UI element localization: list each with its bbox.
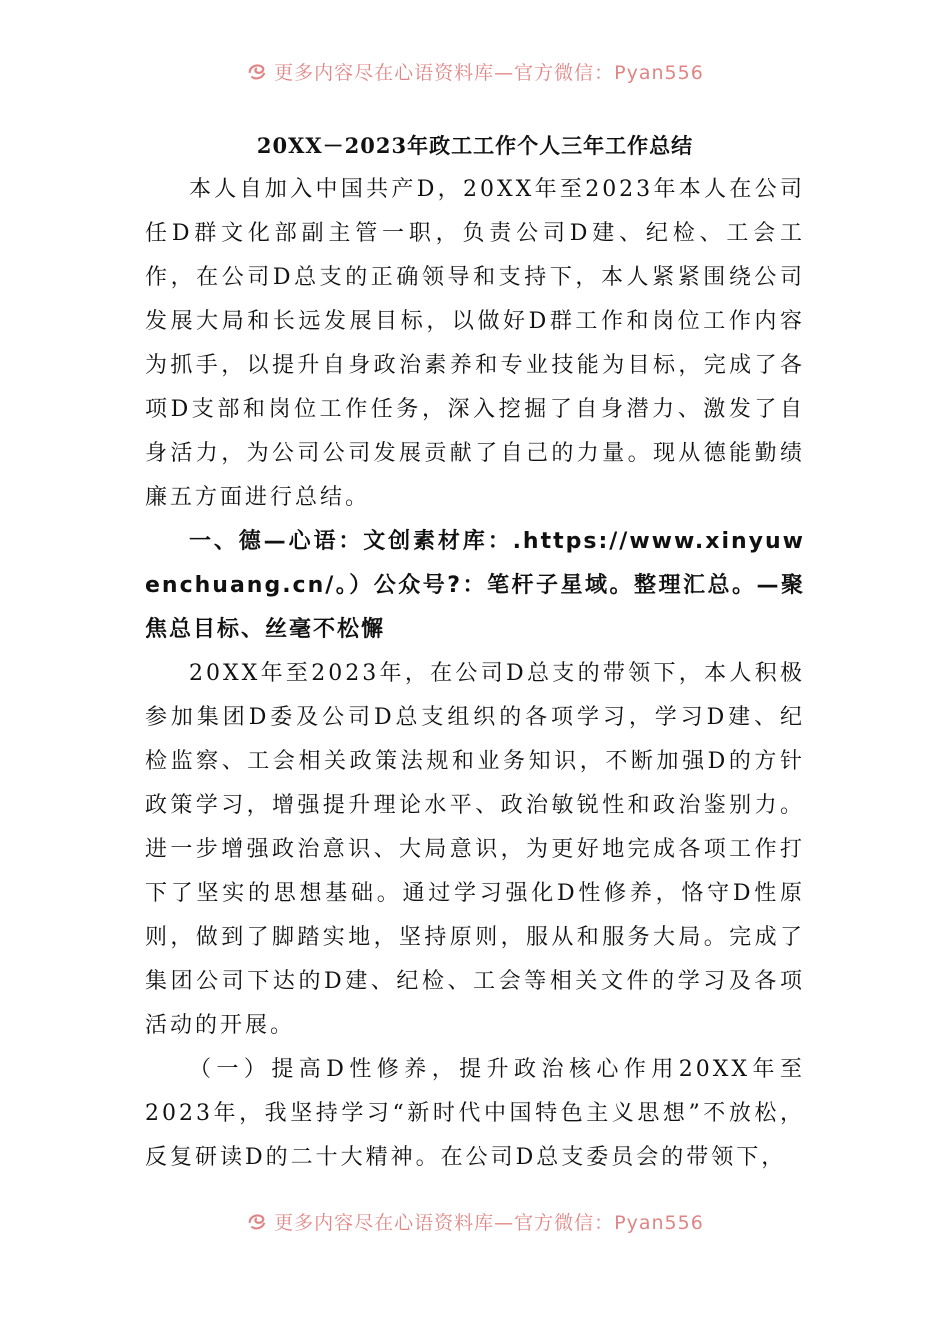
document-page	[145, 124, 805, 1180]
intro-paragraph: 本人自加入中国共产D，20XX年至2023年本人在公司任D群文化部副主管一职，负责公司D建、纪检、工会工作，在公司D总支的正确领导和支持下，本人紧紧围绕公司发展大局和长远发展目标，以做好D群工作和岗位工作内容为抓手，以提升自身政治素养和专业技能为目标，完成了各项D支部和岗位工作任务，深入挖掘了自身潜力、激发了自身活力，为公司公司发展贡献了自己的力量。现从德能勤绩廉五方面进行总结。	[145, 177, 805, 510]
logo-icon	[246, 60, 268, 82]
watermark-bottom	[0, 1208, 950, 1234]
watermark-text: 更多内容尽在心语资料库—官方微信：Pyan556	[274, 61, 704, 84]
logo-icon	[246, 1210, 268, 1232]
section-heading-de: 一、德—心语：文创素材库：.https://www.xinyuwenchuang.cn/。）公众号?：笔杆子星域。整理汇总。—聚焦总目标、丝毫不松懈	[145, 529, 805, 642]
subsection-paragraph: （一）提高D性修养，提升政治核心作用20XX年至2023年，我坚持学习“新时代中国特色主义思想”不放松，反复研读D的二十大精神。在公司D总支委员会的带领下，	[145, 1057, 805, 1170]
document-title: 20XX－2023年政工工作个人三年工作总结	[256, 133, 694, 158]
watermark-text: 更多内容尽在心语资料库—官方微信：Pyan556	[274, 1211, 704, 1234]
section-paragraph: 20XX年至2023年，在公司D总支的带领下，本人积极参加集团D委及公司D总支组织的各项学习，学习D建、纪检监察、工会相关政策法规和业务知识，不断加强D的方针政策学习，增强提升理论水平、政治敏锐性和政治鉴别力。进一步增强政治意识、大局意识，为更好地完成各项工作打下了坚实的思想基础。通过学习强化D性修养，恪守D性原则，做到了脚踏实地，坚持原则，服从和服务大局。完成了集团公司下达的D建、纪检、工会等相关文件的学习及各项活动的开展。	[145, 661, 805, 1038]
watermark-top	[0, 58, 950, 84]
